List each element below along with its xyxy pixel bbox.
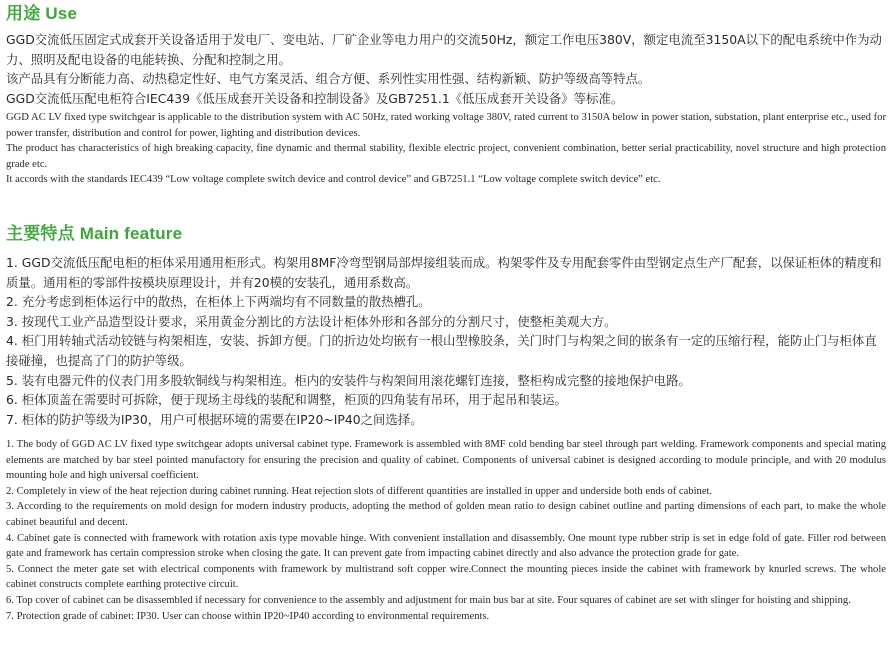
feature-cn-list xyxy=(6,253,886,429)
feature-en-item-3: 3. According to the requirements on mold design for modern industry products, adopting the method of golden mean ratio to design cabinet outline and parting dimensions of each part, to make the whole cabinet beautiful and decent. xyxy=(6,501,886,528)
use-cn-block xyxy=(6,30,886,108)
feature-en-item-6: 6. Top cover of cabinet can be disassembled if necessary for convenience to the assembly and adjustment for main bus bar at site. Four squares of cabinet are set with slinger for hoisting and shipping. xyxy=(6,594,851,606)
section-heading-use: 用途 Use xyxy=(6,4,78,23)
feature-en-item-2: 2. Completely in view of the heat rejection during cabinet running. Heat rejection slots of different quantities are installed in upper and underside both ends of cabinet. xyxy=(6,485,713,497)
use-en-paragraph-1: GGD AC LV fixed type switchgear is applicable to the distribution system with AC 50Hz, rated working voltage 380V, rated current to 3150A below in power station, substation, plant enterprise etc., used for power transfer, distribution and control for power, lighting and distribution devices. xyxy=(6,112,886,139)
feature-cn-item-1: 1. GGD交流低压配电柜的柜体采用通用柜形式。构架用8MF冷弯型钢局部焊接组装而成。构架零件及专用配套零件由型钢定点生产厂配套，以保证柜体的精度和质量。通用柜的零部件按模块原理设计，并有20模的安装孔，通用系数高。 xyxy=(6,255,882,290)
feature-cn-item-3: 3. 按现代工业产品造型设计要求，采用黄金分割比的方法设计柜体外形和各部分的分割尺寸，使整柜美观大方。 xyxy=(6,313,617,329)
feature-en-item-7: 7. Protection grade of cabinet: IP30. User can choose within IP20~IP40 according to environmental requirements. xyxy=(6,610,490,622)
use-cn-paragraph-1: GGD交流低压固定式成套开关设备适用于发电厂、变电站、厂矿企业等电力用户的交流50Hz，额定工作电压380V，额定电流至3150A以下的配电系统中作为动力、照明及配电设备的电能转换、分配和控制之用。 xyxy=(6,32,882,67)
feature-cn-item-2: 2. 充分考虑到柜体运行中的散热，在柜体上下两端均有不同数量的散热槽孔。 xyxy=(6,294,431,310)
feature-en-item-1: 1. The body of GGD AC LV fixed type switchgear adopts universal cabinet type. Framework is assembled with 8MF cold bending bar steel through part welding. Framework components and special mating elements are matched by bar steel pointed manufactory for ensuring the precision and quality of cabinet. Components of universal cabinet is designed according to module principle, and with 20 modulus mounting hole and high universal coefficient. xyxy=(6,439,886,482)
feature-en-list xyxy=(6,437,886,624)
use-en-paragraph-2: The product has characteristics of high breaking capacity, fine dynamic and thermal stability, flexible electric project, convenient combination, better serial practicability, novel structure and high protection grade etc. xyxy=(6,143,886,170)
feature-en-item-5: 5. Connect the meter gate set with electrical components with framework by multistrand soft copper wire.Connect the mounting pieces inside the cabinet with framework by knurled screws. The whole cabinet constructs complete earthing protective circuit. xyxy=(6,563,886,591)
use-en-block xyxy=(6,110,886,188)
feature-cn-item-6: 6. 柜体顶盖在需要时可拆除，便于现场主母线的装配和调整，柜顶的四角装有吊环，用于起吊和装运。 xyxy=(6,392,567,408)
use-cn-paragraph-2: 该产品具有分断能力高、动热稳定性好、电气方案灵活、组合方便、系列性实用性强、结构新颖、防护等级高等特点。 xyxy=(6,71,651,87)
section-heading-main-feature: 主要特点 Main feature xyxy=(6,224,183,243)
use-en-paragraph-3: It accords with the standards IEC439 “Low voltage complete switch device and control device” and GB7251.1 “Low voltage complete switch device” etc. xyxy=(6,174,661,186)
feature-en-item-4: 4. Cabinet gate is connected with framework with rotation axis type movable hinge. With convenient installation and disassembly. One mount type rubber strip is set in edge fold of gate. Filler rod between gate and framework has certain compression stroke when closing the gate. It can prevent gate from impacting cabinet directly and also advance the protection grade for gate. xyxy=(6,532,886,560)
feature-cn-item-4: 4. 柜门用转轴式活动铰链与构架相连，安装、拆卸方便。门的折边处均嵌有一根山型橡胶条，关门时门与构架之间的嵌条有一定的压缩行程，能防止门与柜体直接碰撞，也提高了门的防护等级。 xyxy=(6,333,877,368)
use-cn-paragraph-3: GGD交流低压配电柜符合IEC439《低压成套开关设备和控制设备》及GB7251.1《低压成套开关设备》等标准。 xyxy=(6,90,624,106)
feature-cn-item-5: 5. 装有电器元件的仪表门用多股软铜线与构架相连。柜内的安装件与构架间用滚花螺钉连接，整柜构成完整的接地保护电路。 xyxy=(6,372,691,388)
feature-cn-item-7: 7. 柜体的防护等级为IP30，用户可根据环境的需要在IP20~IP40之间选择。 xyxy=(6,411,423,427)
